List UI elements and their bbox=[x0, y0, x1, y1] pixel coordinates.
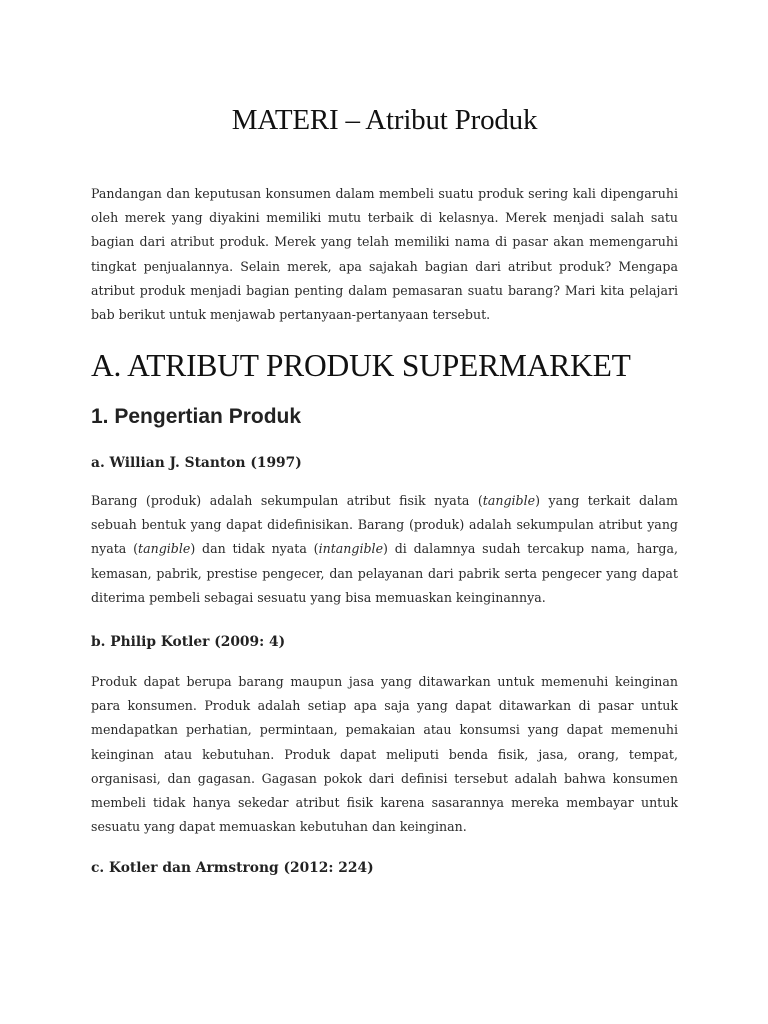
stanton-italic-2: tangible bbox=[138, 541, 191, 557]
stanton-italic-1: tangible bbox=[482, 493, 536, 508]
reference-heading-kotler-armstrong: c. Kotler dan Armstrong (2012: 224) bbox=[91, 860, 374, 876]
document-title: MATERI – Atribut Produk bbox=[231, 104, 538, 136]
reference-heading-kotler: b. Philip Kotler (2009: 4) bbox=[91, 634, 286, 650]
stanton-text-4: ) di dalamnya sudah tercakup nama, harga, kemasan, pabrik, prestise pengecer, dan pelayanan dari pabrik serta pengecer yang dapat diterima pembeli sebagai sesuatu yang bisa memuaskan keinginannya. bbox=[91, 541, 678, 605]
subsection-heading: 1. Pengertian Produk bbox=[91, 405, 302, 428]
section-heading: A. ATRIBUT PRODUK SUPERMARKET bbox=[91, 348, 631, 383]
stanton-paragraph bbox=[91, 489, 678, 610]
stanton-italic-3: intangible bbox=[318, 541, 384, 557]
stanton-text-1: Barang (produk) adalah sekumpulan atribut fisik nyata ( bbox=[91, 493, 483, 508]
stanton-text-3: ) dan tidak nyata ( bbox=[190, 541, 319, 557]
intro-paragraph: Pandangan dan keputusan konsumen dalam membeli suatu produk sering kali dipengaruhi oleh merek yang diyakini memiliki mutu terbaik di kelasnya. Merek menjadi salah satu bagian dari atribut produk. Merek yang telah memiliki nama di pasar akan memengaruhi tingkat penjualannya. Selain merek, apa sajakah bagian dari atribut produk? Mengapa atribut produk menjadi bagian penting dalam pemasaran suatu barang? Mari kita pelajari bab berikut untuk menjawab pertanyaan-pertanyaan tersebut. bbox=[91, 186, 678, 323]
reference-heading-stanton: a. Willian J. Stanton (1997) bbox=[91, 455, 302, 471]
stanton-text-2: ) yang terkait dalam sebuah bentuk yang dapat didefinisikan. Barang (produk) adalah sekumpulan atribut yang nyata ( bbox=[91, 493, 678, 557]
kotler-paragraph: Produk dapat berupa barang maupun jasa yang ditawarkan untuk memenuhi keinginan para konsumen. Produk adalah setiap apa saja yang dapat ditawarkan di pasar untuk mendapatkan perhatian, permintaan, pemakaian atau konsumsi yang dapat memenuhi keinginan atau kebutuhan. Produk dapat meliputi benda fisik, jasa, orang, tempat, organisasi, dan gagasan. Gagasan pokok dari definisi tersebut adalah bahwa konsumen membeli tidak hanya sekedar atribut fisik karena sasarannya mereka membayar untuk sesuatu yang dapat memuaskan kebutuhan dan keinginan. bbox=[91, 674, 678, 835]
